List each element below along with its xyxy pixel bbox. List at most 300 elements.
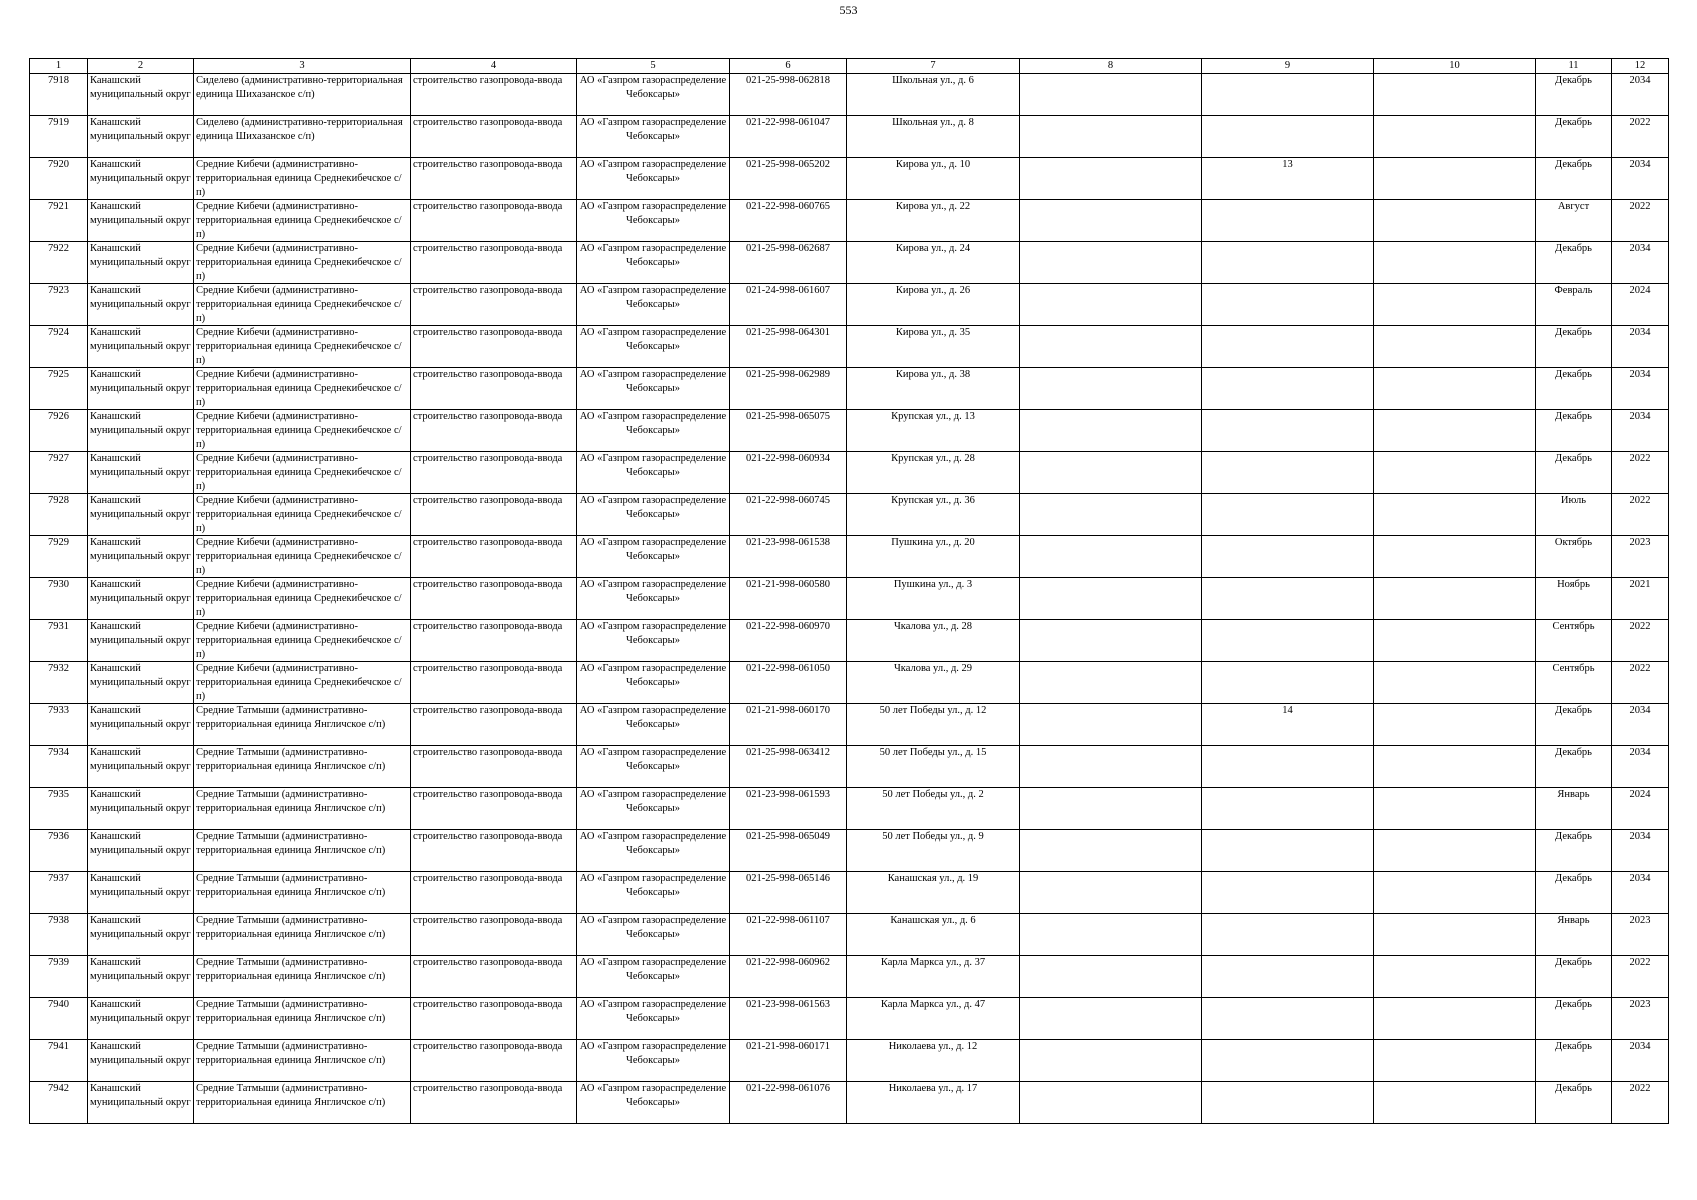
cell-text — [1204, 788, 1371, 829]
address-cell — [847, 788, 1020, 830]
cell-text — [1376, 200, 1533, 241]
cell-text: Крупская ул., д. 28 — [891, 453, 975, 464]
cell-text: Средние Кибечи (административно-территориальная единица Среднекибечское с/п) — [196, 201, 402, 240]
cell-text: Февраль — [1554, 285, 1593, 296]
month-cell — [1536, 452, 1612, 494]
cell-text: Средние Татмыши (административно-территориальная единица Янгличское с/п) — [196, 1083, 386, 1108]
cell-text: Пушкина ул., д. 20 — [891, 537, 975, 548]
cell-text: 2022 — [1629, 1083, 1651, 1094]
cell-text: Средние Кибечи (административно-территориальная единица Среднекибечское с/п) — [196, 579, 402, 618]
row-number-cell — [30, 368, 88, 410]
cell-text: Средние Кибечи (административно-территориальная единица Среднекибечское с/п) — [196, 453, 402, 492]
table-row — [30, 788, 1669, 830]
column-10-cell — [1374, 956, 1536, 998]
month-cell — [1536, 116, 1612, 158]
object-code-cell — [730, 200, 847, 242]
cell-text: 7922 — [48, 243, 69, 254]
cell-text: строительство газопровода-ввода — [413, 369, 563, 380]
cell-text — [1022, 410, 1199, 451]
column-10-cell — [1374, 746, 1536, 788]
organization-cell — [577, 242, 730, 284]
cell-text: 50 лет Победы ул., д. 15 — [879, 747, 987, 758]
settlement-cell — [194, 788, 411, 830]
cell-text: Средние Татмыши (административно-территориальная единица Янгличское с/п) — [196, 957, 386, 982]
cell-text: 7918 — [48, 75, 69, 86]
cell-text: АО «Газпром газораспределение Чебоксары» — [579, 1083, 727, 1108]
cell-text: АО «Газпром газораспределение Чебоксары» — [579, 411, 727, 436]
address-cell — [847, 914, 1020, 956]
organization-cell — [577, 578, 730, 620]
column-9-cell — [1202, 452, 1374, 494]
cell-text — [1204, 536, 1371, 577]
object-code-cell — [730, 536, 847, 578]
column-8-cell — [1020, 158, 1202, 200]
cell-text: АО «Газпром газораспределение Чебоксары» — [579, 243, 727, 268]
cell-text: АО «Газпром газораспределение Чебоксары» — [579, 369, 727, 394]
year-cell — [1612, 242, 1669, 284]
cell-text: АО «Газпром газораспределение Чебоксары» — [579, 957, 727, 982]
column-10-cell — [1374, 410, 1536, 452]
district-cell — [88, 74, 194, 116]
cell-text: 50 лет Победы ул., д. 9 — [882, 831, 984, 842]
cell-text: Средние Кибечи (административно-территориальная единица Среднекибечское с/п) — [196, 495, 402, 534]
column-10-cell — [1374, 1082, 1536, 1124]
row-number-cell — [30, 1040, 88, 1082]
column-10-cell — [1374, 704, 1536, 746]
cell-text: 7924 — [48, 327, 69, 338]
cell-text — [1022, 1082, 1199, 1123]
cell-text — [1376, 284, 1533, 325]
cell-text: строительство газопровода-ввода — [413, 831, 563, 842]
table-row — [30, 830, 1669, 872]
cell-text: Средние Татмыши (административно-территориальная единица Янгличское с/п) — [196, 789, 386, 814]
cell-text: Канашский муниципальный округ — [90, 999, 191, 1024]
cell-text: 021-25-998-065049 — [746, 831, 830, 842]
cell-text: 7927 — [48, 453, 69, 464]
cell-text: Николаева ул., д. 17 — [888, 1083, 978, 1094]
column-10-cell — [1374, 620, 1536, 662]
cell-text: 7931 — [48, 621, 69, 632]
object-code-cell — [730, 914, 847, 956]
cell-text — [1022, 956, 1199, 997]
cell-text: Сентябрь — [1552, 663, 1595, 674]
row-number-cell — [30, 1082, 88, 1124]
table-row — [30, 158, 1669, 200]
cell-text — [1204, 956, 1371, 997]
column-10-cell — [1374, 284, 1536, 326]
month-cell — [1536, 788, 1612, 830]
year-cell — [1612, 788, 1669, 830]
organization-cell — [577, 200, 730, 242]
column-9-cell — [1202, 872, 1374, 914]
column-10-cell — [1374, 452, 1536, 494]
year-cell — [1612, 662, 1669, 704]
year-cell — [1612, 1082, 1669, 1124]
cell-text: Средние Татмыши (административно-территориальная единица Янгличское с/п) — [196, 831, 386, 856]
cell-text: Декабрь — [1555, 117, 1592, 128]
cell-text — [1204, 452, 1371, 493]
year-cell — [1612, 158, 1669, 200]
column-9-cell — [1202, 620, 1374, 662]
cell-text: Канашский муниципальный округ — [90, 915, 191, 940]
cell-text: строительство газопровода-ввода — [413, 201, 563, 212]
cell-text: Средние Татмыши (административно-территориальная единица Янгличское с/п) — [196, 705, 386, 730]
object-code-cell — [730, 872, 847, 914]
cell-text: Декабрь — [1555, 411, 1592, 422]
column-10-cell — [1374, 872, 1536, 914]
organization-cell — [577, 410, 730, 452]
year-cell — [1612, 116, 1669, 158]
column-9-cell — [1202, 158, 1374, 200]
object-code-cell — [730, 116, 847, 158]
cell-text: Декабрь — [1555, 747, 1592, 758]
cell-text: 021-25-998-065075 — [746, 411, 830, 422]
cell-text: 7935 — [48, 789, 69, 800]
cell-text — [1022, 116, 1199, 157]
row-number-cell — [30, 242, 88, 284]
column-9-cell — [1202, 74, 1374, 116]
table-row — [30, 704, 1669, 746]
district-cell — [88, 452, 194, 494]
row-number-cell — [30, 914, 88, 956]
cell-text: Декабрь — [1555, 999, 1592, 1010]
month-cell — [1536, 284, 1612, 326]
table-row — [30, 1082, 1669, 1124]
cell-text: 021-21-998-060170 — [746, 705, 830, 716]
column-8-cell — [1020, 956, 1202, 998]
district-cell — [88, 200, 194, 242]
cell-text: Декабрь — [1555, 369, 1592, 380]
district-cell — [88, 620, 194, 662]
cell-text: 021-25-998-062687 — [746, 243, 830, 254]
cell-text — [1204, 116, 1371, 157]
cell-text: Канашский муниципальный округ — [90, 327, 191, 352]
cell-text — [1376, 788, 1533, 829]
cell-text: Школьная ул., д. 6 — [892, 75, 974, 86]
cell-text: 021-21-998-060580 — [746, 579, 830, 590]
column-9-cell — [1202, 662, 1374, 704]
column-9-cell — [1202, 284, 1374, 326]
cell-text: Канашский муниципальный округ — [90, 117, 191, 142]
cell-text: Канашский муниципальный округ — [90, 369, 191, 394]
address-cell — [847, 1040, 1020, 1082]
cell-text: Канашский муниципальный округ — [90, 453, 191, 478]
column-10-cell — [1374, 998, 1536, 1040]
column-header: 8 — [1020, 59, 1202, 74]
column-9-cell — [1202, 1040, 1374, 1082]
cell-text — [1022, 536, 1199, 577]
row-number-cell — [30, 578, 88, 620]
cell-text: Декабрь — [1555, 453, 1592, 464]
organization-cell — [577, 704, 730, 746]
cell-text: Канашский муниципальный округ — [90, 285, 191, 310]
district-cell — [88, 788, 194, 830]
column-8-cell — [1020, 494, 1202, 536]
row-number-cell — [30, 410, 88, 452]
cell-text: 7926 — [48, 411, 69, 422]
work-type-cell — [411, 914, 577, 956]
year-cell — [1612, 578, 1669, 620]
address-cell — [847, 368, 1020, 410]
column-8-cell — [1020, 788, 1202, 830]
row-number-cell — [30, 620, 88, 662]
table-row — [30, 620, 1669, 662]
cell-text: строительство газопровода-ввода — [413, 243, 563, 254]
cell-text: строительство газопровода-ввода — [413, 621, 563, 632]
settlement-cell — [194, 284, 411, 326]
work-type-cell — [411, 578, 577, 620]
cell-text: 021-24-998-061607 — [746, 285, 830, 296]
cell-text: строительство газопровода-ввода — [413, 159, 563, 170]
cell-text: Средние Кибечи (административно-территориальная единица Среднекибечское с/п) — [196, 243, 402, 282]
object-code-cell — [730, 578, 847, 620]
district-cell — [88, 326, 194, 368]
cell-text — [1376, 368, 1533, 409]
object-code-cell — [730, 998, 847, 1040]
cell-text — [1204, 494, 1371, 535]
table-row — [30, 284, 1669, 326]
cell-text: Канашский муниципальный округ — [90, 621, 191, 646]
column-10-cell — [1374, 914, 1536, 956]
district-cell — [88, 116, 194, 158]
cell-text: строительство газопровода-ввода — [413, 747, 563, 758]
cell-text — [1376, 452, 1533, 493]
column-header: 10 — [1374, 59, 1536, 74]
row-number-cell — [30, 998, 88, 1040]
cell-text — [1204, 746, 1371, 787]
column-10-cell — [1374, 578, 1536, 620]
column-9-cell — [1202, 578, 1374, 620]
cell-text — [1204, 872, 1371, 913]
cell-text: строительство газопровода-ввода — [413, 1041, 563, 1052]
column-10-cell — [1374, 1040, 1536, 1082]
column-8-cell — [1020, 1040, 1202, 1082]
cell-text — [1022, 494, 1199, 535]
object-code-cell — [730, 410, 847, 452]
cell-text: АО «Газпром газораспределение Чебоксары» — [579, 621, 727, 646]
month-cell — [1536, 1082, 1612, 1124]
address-cell — [847, 956, 1020, 998]
row-number-cell — [30, 872, 88, 914]
column-header: 2 — [88, 59, 194, 74]
district-cell — [88, 704, 194, 746]
column-8-cell — [1020, 620, 1202, 662]
row-number-cell — [30, 158, 88, 200]
work-type-cell — [411, 410, 577, 452]
work-type-cell — [411, 74, 577, 116]
cell-text: АО «Газпром газораспределение Чебоксары» — [579, 159, 727, 184]
cell-text: АО «Газпром газораспределение Чебоксары» — [579, 789, 727, 814]
cell-text — [1376, 158, 1533, 199]
row-number-cell — [30, 200, 88, 242]
column-9-cell — [1202, 242, 1374, 284]
column-header: 6 — [730, 59, 847, 74]
settlement-cell — [194, 1040, 411, 1082]
object-code-cell — [730, 746, 847, 788]
cell-text: Канашский муниципальный округ — [90, 201, 191, 226]
cell-text — [1376, 242, 1533, 283]
cell-text — [1204, 284, 1371, 325]
settlement-cell — [194, 662, 411, 704]
cell-text — [1022, 326, 1199, 367]
cell-text — [1204, 242, 1371, 283]
cell-text — [1022, 914, 1199, 955]
organization-cell — [577, 872, 730, 914]
cell-text: 021-22-998-060745 — [746, 495, 830, 506]
column-10-cell — [1374, 662, 1536, 704]
cell-text: АО «Газпром газораспределение Чебоксары» — [579, 705, 727, 730]
column-9-cell — [1202, 956, 1374, 998]
address-cell — [847, 116, 1020, 158]
month-cell — [1536, 914, 1612, 956]
cell-text: Чкалова ул., д. 29 — [893, 663, 973, 674]
cell-text: 021-22-998-060970 — [746, 621, 830, 632]
table-row — [30, 368, 1669, 410]
cell-text: Средние Татмыши (административно-территориальная единица Янгличское с/п) — [196, 873, 386, 898]
cell-text: Ноябрь — [1557, 579, 1590, 590]
column-8-cell — [1020, 200, 1202, 242]
cell-text: Крупская ул., д. 13 — [891, 411, 975, 422]
column-8-cell — [1020, 284, 1202, 326]
cell-text: Сиделево (административно-территориальная единица Шихазанское с/п) — [196, 75, 403, 100]
cell-text: 2034 — [1629, 705, 1651, 716]
cell-text: АО «Газпром газораспределение Чебоксары» — [579, 1041, 727, 1066]
cell-text: Январь — [1557, 789, 1590, 800]
address-cell — [847, 158, 1020, 200]
month-cell — [1536, 200, 1612, 242]
organization-cell — [577, 662, 730, 704]
cell-text: 7939 — [48, 957, 69, 968]
district-cell — [88, 956, 194, 998]
work-type-cell — [411, 284, 577, 326]
column-8-cell — [1020, 326, 1202, 368]
settlement-cell — [194, 368, 411, 410]
work-type-cell — [411, 788, 577, 830]
column-9-cell — [1202, 200, 1374, 242]
cell-text: Канашский муниципальный округ — [90, 1041, 191, 1066]
organization-cell — [577, 536, 730, 578]
column-10-cell — [1374, 74, 1536, 116]
column-9-cell — [1202, 116, 1374, 158]
cell-text — [1022, 452, 1199, 493]
cell-text — [1022, 578, 1199, 619]
table-header — [30, 59, 1669, 74]
organization-cell — [577, 116, 730, 158]
month-cell — [1536, 998, 1612, 1040]
month-cell — [1536, 536, 1612, 578]
cell-text: строительство газопровода-ввода — [413, 915, 563, 926]
column-9-cell — [1202, 410, 1374, 452]
address-cell — [847, 998, 1020, 1040]
table-row — [30, 242, 1669, 284]
month-cell — [1536, 326, 1612, 368]
column-10-cell — [1374, 116, 1536, 158]
cell-text: 7928 — [48, 495, 69, 506]
district-cell — [88, 872, 194, 914]
cell-text: 50 лет Победы ул., д. 12 — [879, 705, 987, 716]
year-cell — [1612, 872, 1669, 914]
cell-text: 2022 — [1629, 117, 1651, 128]
cell-text: 2034 — [1629, 411, 1651, 422]
cell-text: строительство газопровода-ввода — [413, 705, 563, 716]
cell-text: 7930 — [48, 579, 69, 590]
cell-text: 50 лет Победы ул., д. 2 — [882, 789, 984, 800]
cell-text: строительство газопровода-ввода — [413, 663, 563, 674]
settlement-cell — [194, 998, 411, 1040]
cell-text: Канашская ул., д. 19 — [887, 873, 979, 884]
cell-text — [1204, 410, 1371, 451]
district-cell — [88, 1040, 194, 1082]
district-cell — [88, 368, 194, 410]
column-9-cell — [1202, 326, 1374, 368]
district-cell — [88, 494, 194, 536]
cell-text: Средние Татмыши (административно-территориальная единица Янгличское с/п) — [196, 1041, 386, 1066]
cell-text: Крупская ул., д. 36 — [891, 495, 975, 506]
column-header: 9 — [1202, 59, 1374, 74]
object-code-cell — [730, 326, 847, 368]
column-8-cell — [1020, 998, 1202, 1040]
work-type-cell — [411, 158, 577, 200]
column-10-cell — [1374, 200, 1536, 242]
cell-text — [1376, 746, 1533, 787]
settlement-cell — [194, 704, 411, 746]
work-type-cell — [411, 1082, 577, 1124]
district-cell — [88, 158, 194, 200]
table-row — [30, 872, 1669, 914]
column-8-cell — [1020, 704, 1202, 746]
cell-text: АО «Газпром газораспределение Чебоксары» — [579, 579, 727, 604]
settlement-cell — [194, 242, 411, 284]
object-code-cell — [730, 1040, 847, 1082]
settlement-cell — [194, 914, 411, 956]
table-row — [30, 1040, 1669, 1082]
cell-text — [1376, 620, 1533, 661]
cell-text: 2022 — [1629, 621, 1651, 632]
cell-text — [1204, 74, 1371, 115]
object-code-cell — [730, 1082, 847, 1124]
cell-text: Канашский муниципальный округ — [90, 705, 191, 730]
cell-text: Канашский муниципальный округ — [90, 579, 191, 604]
cell-text — [1376, 662, 1533, 703]
cell-text: Средние Кибечи (административно-территориальная единица Среднекибечское с/п) — [196, 663, 402, 702]
settlement-cell — [194, 158, 411, 200]
cell-text: 021-22-998-060765 — [746, 201, 830, 212]
column-8-cell — [1020, 410, 1202, 452]
cell-text: строительство газопровода-ввода — [413, 411, 563, 422]
year-cell — [1612, 704, 1669, 746]
cell-text: 021-23-998-061538 — [746, 537, 830, 548]
cell-text: 2034 — [1629, 873, 1651, 884]
cell-text: Кирова ул., д. 10 — [895, 159, 971, 170]
column-header: 12 — [1612, 59, 1669, 74]
cell-text: Канашский муниципальный округ — [90, 873, 191, 898]
month-cell — [1536, 830, 1612, 872]
cell-text: Кирова ул., д. 22 — [895, 201, 971, 212]
cell-text — [1022, 704, 1199, 745]
cell-text: АО «Газпром газораспределение Чебоксары» — [579, 663, 727, 688]
settlement-cell — [194, 200, 411, 242]
organization-cell — [577, 998, 730, 1040]
cell-text — [1376, 830, 1533, 871]
column-8-cell — [1020, 746, 1202, 788]
year-cell — [1612, 830, 1669, 872]
column-header: 11 — [1536, 59, 1612, 74]
address-cell — [847, 1082, 1020, 1124]
cell-text: Декабрь — [1555, 327, 1592, 338]
month-cell — [1536, 494, 1612, 536]
settlement-cell — [194, 1082, 411, 1124]
organization-cell — [577, 74, 730, 116]
